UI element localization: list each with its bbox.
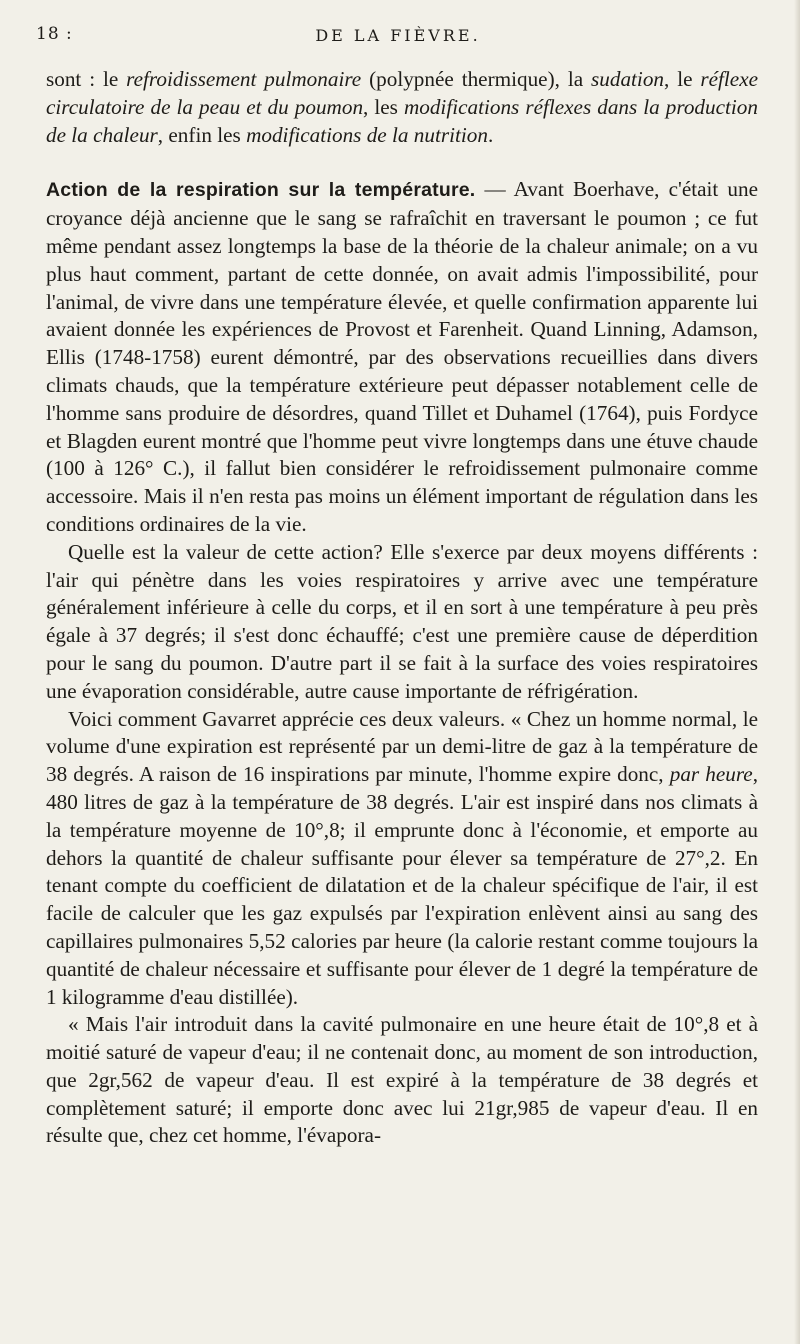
scan-edge: [794, 0, 800, 1344]
section-paragraph-2: Quelle est la valeur de cette action? Elle s'exerce par deux moyens différents : l'air qui pénètre dans les voies respiratoires y arrive avec une température généralement inférieure à celle du corps, et il en sort à une température à peu près égale à 37 degrés; il s'est donc échauffé; c'est une première cause de déperdition pour le sang du poumon. D'autre part il se fait à la surface des voies respiratoires une évaporation considérable, autre cause importante de réfrigération.: [46, 539, 758, 703]
quote-text-1: Voici comment Gavarret apprécie ces deux valeurs. « Chez un homme normal, le volume d'une expiration est représenté par un demi-litre de gaz à la température de 38 degrés. A raison de 16 inspirations par minute, l'homme expire donc,: [46, 706, 758, 787]
page-number: 18 :: [36, 24, 73, 44]
intro-italic-5: modifications de la nutrition: [246, 122, 488, 147]
intro-italic-3: réflexe circulatoire de la peau et du poumon: [46, 67, 759, 119]
section-paragraph-4: « Mais l'air introduit dans la cavité pulmonaire en une heure était de 10°,8 et à moitié saturé de vapeur d'eau; il ne contenait donc, au moment de son introduction, que 2gr,562 de vapeur d'eau. Il est expiré à la température de 38 degrés et complètement saturé; il emporte donc avec lui 21gr,985 de vapeur d'eau. Il en résulte que, chez cet homme, l'évapora-: [46, 1012, 758, 1148]
quote-italic: par heure: [669, 762, 753, 787]
paragraph-text: — Avant Boerhave, c'était une croyance déjà ancienne que le sang se rafraîchit en traversant le poumon ; ce fut même pendant assez longtemps la base de la théorie de la chaleur animale; on a vu plus haut comment, partant de cette donnée, on avait admis l'impossibilité, pour l'animal, de vivre dans une température élevée, et quelle confirmation apparente lui avaient donnée les expériences de Provost et Farenheit. Quand Linning, Adamson, Ellis (1748-1758) eurent démontré, par des observations recueillies dans divers climats chauds, que la température extérieure peut dépasser notablement celle de l'homme sans produire de désordres, quand Tillet et Duhamel (1764), puis Fordyce et Blagden eurent montré que l'homme peut vivre longtemps dans une étuve chaude (100 à 126° C.), il fallut bien considérer le refroidissement pulmonaire comme accessoire. Mais il n'en resta pas moins un élément important de régulation dans les conditions ordinaires de la vie.: [46, 177, 758, 536]
page-header: [36, 24, 760, 52]
running-title: DE LA FIÈVRE.: [315, 26, 481, 45]
intro-text-3: , le: [664, 67, 701, 91]
intro-text-5: , enfin les: [157, 122, 247, 147]
intro-text-2: (polypnée thermique), la: [361, 67, 592, 91]
intro-italic-4: modifications réflexes dans la production de la chaleur: [46, 94, 758, 147]
intro-text-4: , les: [363, 94, 404, 119]
section-heading: Action de la respiration sur la température.: [46, 179, 476, 202]
intro-italic-2: sudation: [591, 67, 665, 91]
section-paragraph-1: [46, 176, 758, 538]
intro-paragraph: [46, 66, 758, 149]
intro-text-6: .: [487, 122, 494, 147]
quote-text-2: , 480 litres de gaz à la température de 38 degrés. L'air est inspiré dans nos climats à la température moyenne de 10°,8; il emprunte donc à l'économie, et emporte au dehors la quantité de chaleur suffisante pour élever sa température de 27°,2. En tenant compte du coefficient de dilatation et de la chaleur spécifique de l'air, il est facile de calculer que les gaz expulsés par l'expiration enlèvent ainsi au sang des capillaires pulmonaires 5,52 calories par heure (la calorie restant comme toujours la quantité de chaleur nécessaire et suffisante pour élever de 1 degré la température de 1 kilogramme d'eau distillée).: [46, 762, 759, 1009]
intro-text-1: sont : le: [46, 67, 127, 91]
body-text: [46, 66, 758, 1150]
intro-italic-1: refroidissement pulmonaire: [126, 67, 362, 91]
section-paragraph-3: [46, 706, 758, 1012]
